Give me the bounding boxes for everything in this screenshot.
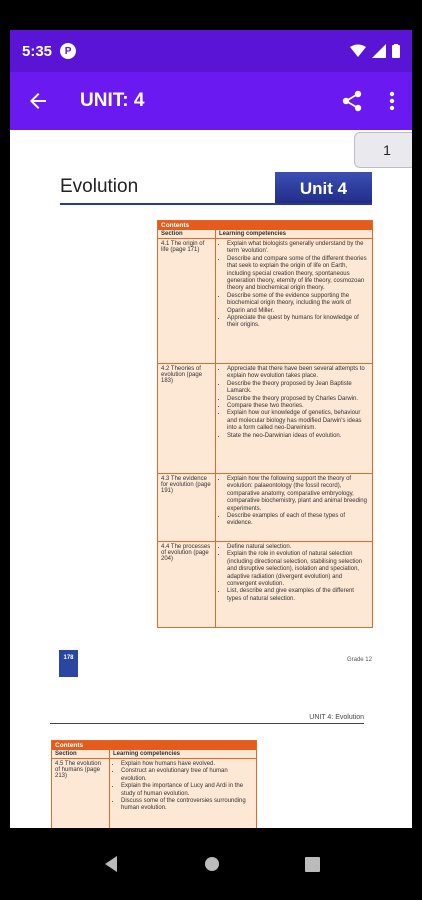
competency-item: • Explain how humans have evolved. <box>121 761 253 768</box>
row-section: 4.5 The evolution of humans (page 213) <box>52 759 110 828</box>
competency-item: • Explain the role in evolution of natural selection (including directional selection, stabilising selection and disruptive selection), isolation and speciation, adaptive radiation (divergent evolution) and convergent evolution. <box>227 551 369 588</box>
column-header-section: Section <box>52 750 110 758</box>
competency-item: • List, describe and give examples of the different types of natural selection. <box>227 588 369 603</box>
battery-icon <box>392 44 400 58</box>
competency-item: • Appreciate that there have been several attempts to explain how evolution takes place. <box>227 366 369 381</box>
row-competencies <box>216 239 372 363</box>
row-competencies <box>216 474 372 541</box>
share-button[interactable] <box>332 72 372 130</box>
wifi-icon <box>350 44 366 58</box>
column-header-competencies: Learning competencies <box>113 751 181 757</box>
table-row <box>158 239 372 364</box>
app-bar-title: UNIT: 4 <box>80 90 145 111</box>
pdf-viewer[interactable] <box>10 130 412 828</box>
page2-header: UNIT 4: Evolution <box>309 714 364 721</box>
competency-item: • Discuss some of the controversies surrounding human evolution. <box>121 798 253 813</box>
competency-item: • Describe examples of each of these types of evidence. <box>227 513 369 528</box>
app-bar <box>10 72 412 130</box>
status-bar <box>10 30 412 72</box>
competency-item: • Explain what biologists generally understand by the term 'evolution'. <box>227 241 369 256</box>
competency-item: • Explain how the following support the theory of evolution: palaeontology (the fossil record), comparative anatomy, comparative embryology, comparative biochemistry, plant and animal breeding experiments. <box>227 476 369 513</box>
app-notification-icon: P <box>60 43 76 59</box>
nav-back-icon[interactable] <box>103 855 119 873</box>
more-options-button[interactable] <box>372 72 412 130</box>
title-underline <box>60 203 372 205</box>
table-heading: Contents <box>158 221 372 230</box>
nav-recents-icon[interactable] <box>305 857 320 872</box>
competency-item: • Appreciate the quest by humans for knowledge of their origins. <box>227 315 369 330</box>
row-competencies <box>110 759 256 828</box>
competency-item: • Describe some of the evidence supporting the biochemical origin theory, including the work of Oparin and Miller. <box>227 293 369 315</box>
competency-item: • Explain the importance of Lucy and Ardi in the study of human evolution. <box>121 783 253 798</box>
competency-item: • Explain how our knowledge of genetics, behaviour and molecular biology has modified Darwin's ideas into a form called neo-Darwinism. <box>227 410 369 432</box>
row-section: 4.1 The origin of life (page 171) <box>158 239 216 363</box>
chapter-title: Evolution <box>60 176 139 197</box>
page-number: 178 <box>59 650 78 677</box>
grade-label: Grade 12 <box>346 657 372 663</box>
row-competencies <box>216 542 372 628</box>
competency-item: • Describe the theory proposed by Charles Darwin. <box>227 396 369 403</box>
share-icon <box>342 90 362 112</box>
row-competencies <box>216 364 372 473</box>
more-vert-icon <box>389 91 395 111</box>
column-header-section: Section <box>158 230 216 238</box>
unit-label: Unit 4 <box>275 172 372 205</box>
competency-item: • Describe and compare some of the different theories that seek to explain the origin of life on Earth, including special creation theory, spontaneous generation theory, eternity of life theory, cosmozoan theory and biochemical origin theory. <box>227 256 369 293</box>
row-section: 4.2 Theories of evolution (page 183) <box>158 364 216 473</box>
table-row <box>158 364 372 474</box>
contents-table <box>51 740 257 828</box>
competency-item: • Compare these two theories. <box>227 403 369 410</box>
contents-table <box>157 220 373 628</box>
table-row <box>52 759 256 828</box>
status-time: 5:35 <box>22 42 53 60</box>
competency-item: • Define natural selection. <box>227 544 369 551</box>
competency-item: • State the neo-Darwinian ideas of evolution. <box>227 433 369 440</box>
table-row <box>158 542 372 628</box>
nav-home-icon[interactable] <box>204 856 220 872</box>
column-header-competencies: Learning competencies <box>219 231 287 237</box>
signal-icon <box>372 44 386 58</box>
table-row <box>158 474 372 542</box>
row-section: 4.3 The evidence for evolution (page 191) <box>158 474 216 541</box>
competency-item: • Construct an evolutionary tree of human evolution. <box>121 768 253 783</box>
page2-header-line <box>50 723 364 724</box>
system-nav-bar <box>0 828 422 900</box>
row-section: 4.4 The processes of evolution (page 204) <box>158 542 216 628</box>
table-heading: Contents <box>52 741 256 750</box>
page-indicator[interactable]: 1 <box>354 132 412 168</box>
competency-item: • Describe the theory proposed by Jean Baptiste Lamarck. <box>227 381 369 396</box>
arrow-back-icon <box>28 91 48 111</box>
back-button[interactable] <box>10 72 66 130</box>
